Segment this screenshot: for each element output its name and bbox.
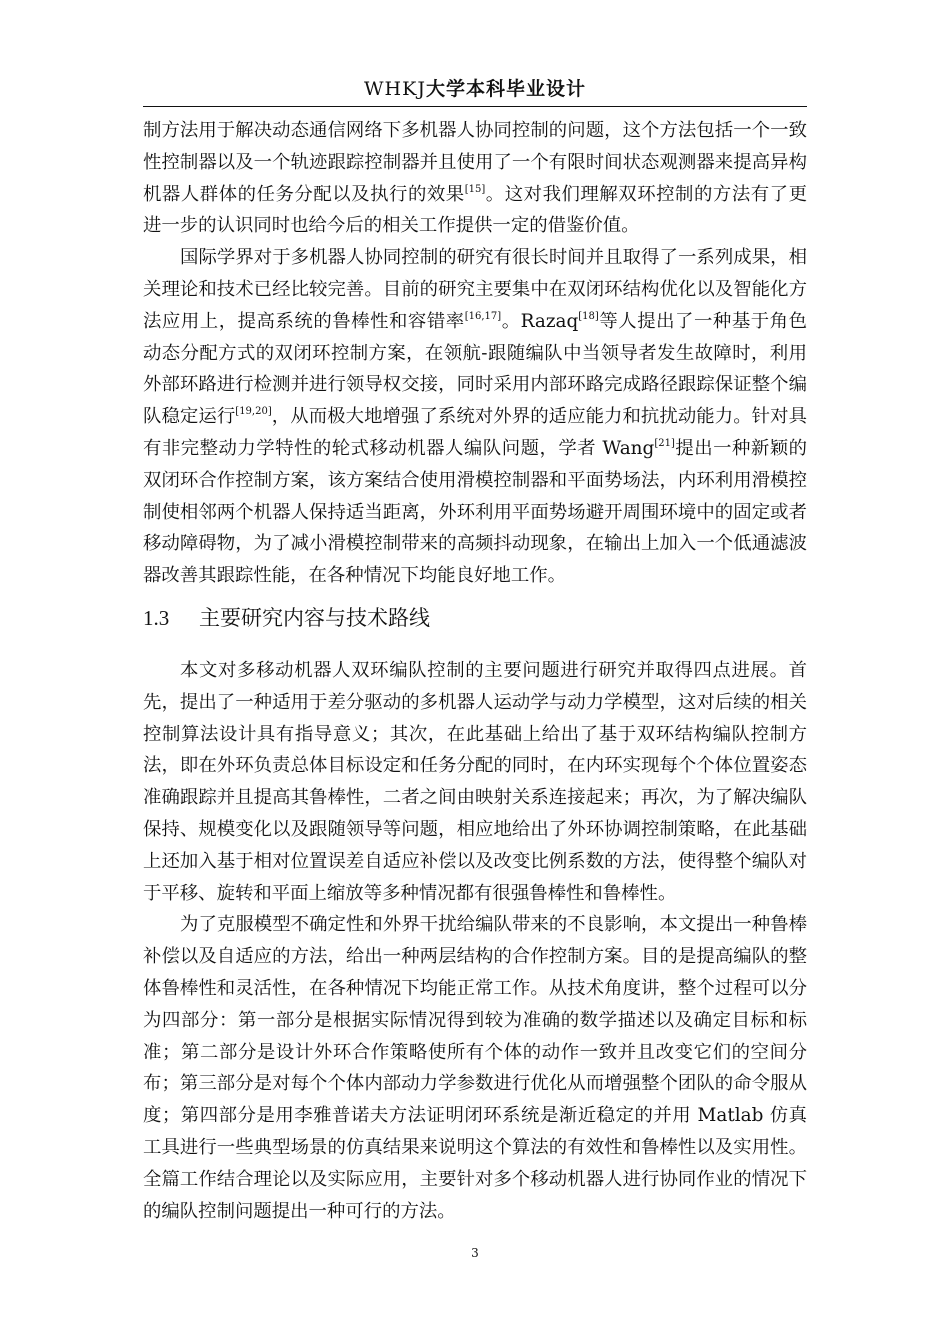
paragraph-2 [143, 242, 807, 592]
header-prefix: WHKJ [364, 78, 426, 100]
paragraph-1-text-b: 。这对我们理解双环控制的方法有了更进一步的认识同时也给今后的相关工作提供一定的借鉴价值。 [143, 183, 807, 237]
page-number: 3 [471, 1246, 479, 1260]
header-rule [143, 106, 807, 107]
paragraph-3: 本文对多移动机器人双环编队控制的主要问题进行研究并取得四点进展。首先，提出了一种适用于差分驱动的多机器人运动学与动力学模型，这对后续的相关控制算法设计具有指导意义；其次，在此基础上给出了基于双环结构编队控制方法，即在外环负责总体目标设定和任务分配的同时，在内环实现每个个体位置姿态准确跟踪并且提高其鲁棒性，二者之间由映射关系连接起来；再次，为了解决编队保持、规模变化以及跟随领导等问题，相应地给出了外环协调控制策略，在此基础上还加入基于相对位置误差自适应补偿以及改变比例系数的方法，使得整个编队对于平移、旋转和平面上缩放等多种情况都有很强鲁棒性和鲁棒性。 [143, 660, 807, 904]
paragraph-2-text-d: ，从而极大地增强了系统对外界的适应能力和抗扰动能力。针对具有非完整动力学特性的轮式移动机器人编队问题，学者 Wang [143, 406, 807, 459]
section-number: 1.3 [143, 606, 170, 630]
body-top [143, 115, 807, 592]
body-bottom [143, 655, 807, 1227]
paragraph-2-text-a: 国际学界对于多机器人协同控制的研究有很长时间并且取得了一系列成果，相关理论和技术已经比较完善。目前的研究主要集中在双闭环结构优化以及智能化方法应用上，提高系统的鲁棒性和容错率 [143, 247, 807, 332]
citation-21: [21] [654, 437, 675, 449]
citation-18: [18] [578, 310, 599, 322]
citation-15: [15] [464, 183, 486, 195]
section-heading [143, 603, 430, 633]
citation-19-20: [19,20] [235, 406, 272, 418]
paragraph-2-text-e: 提出一种新颖的双闭环合作控制方案，该方案结合使用滑模控制器和平面势场法，内环利用滑模控制使相邻两个机器人保持适当距离，外环利用平面势场避开周围环境中的固定或者移动障碍物，为了减小滑模控制带来的高频抖动现象，在输出上加入一个低通滤波器改善其跟踪性能，在各种情况下均能良好地工作。 [143, 437, 807, 587]
paragraph-4: 为了克服模型不确定性和外界干扰给编队带来的不良影响，本文提出一种鲁棒补偿以及自适应的方法，给出一种两层结构的合作控制方案。目的是提高编队的整体鲁棒性和灵活性，在各种情况下均能正常工作。从技术角度讲，整个过程可以分为四部分：第一部分是根据实际情况得到较为准确的数学描述以及确定目标和标准；第二部分是设计外环合作策略使所有个体的动作一致并且改变它们的空间分布；第三部分是对每个个体内部动力学参数进行优化从而增强整个团队的命令服从度；第四部分是用李雅普诺夫方法证明闭环系统是渐近稳定的并用 Matlab 仿真工具进行一些典型场景的仿真结果来说明这个算法的有效性和鲁棒性以及实用性。全篇工作结合理论以及实际应用，主要针对多个移动机器人进行协同作业的情况下的编队控制问题提出一种可行的方法。 [143, 914, 807, 1222]
paragraph-1 [143, 115, 807, 242]
citation-16-17: [16,17] [464, 310, 502, 322]
paragraph-1-text-a: 制方法用于解决动态通信网络下多机器人协同控制的问题，这个方法包括一个一致性控制器以及一个轨迹跟踪控制器并且使用了一个有限时间状态观测器来提高异构机器人群体的任务分配以及执行的效果 [143, 120, 807, 205]
header-title: 大学本科毕业设计 [425, 78, 586, 100]
section-title: 主要研究内容与技术路线 [199, 606, 430, 630]
paragraph-2-text-b: 。Razaq [501, 310, 579, 332]
paragraph-2-text-c: 等人提出了一种基于角色动态分配方式的双闭环控制方案，在领航-跟随编队中当领导者发生故障时，利用外部环路进行检测并进行领导权交接，同时采用内部环路完成路径跟踪保证整个编队稳定运行 [143, 310, 807, 428]
page-header [0, 74, 950, 101]
